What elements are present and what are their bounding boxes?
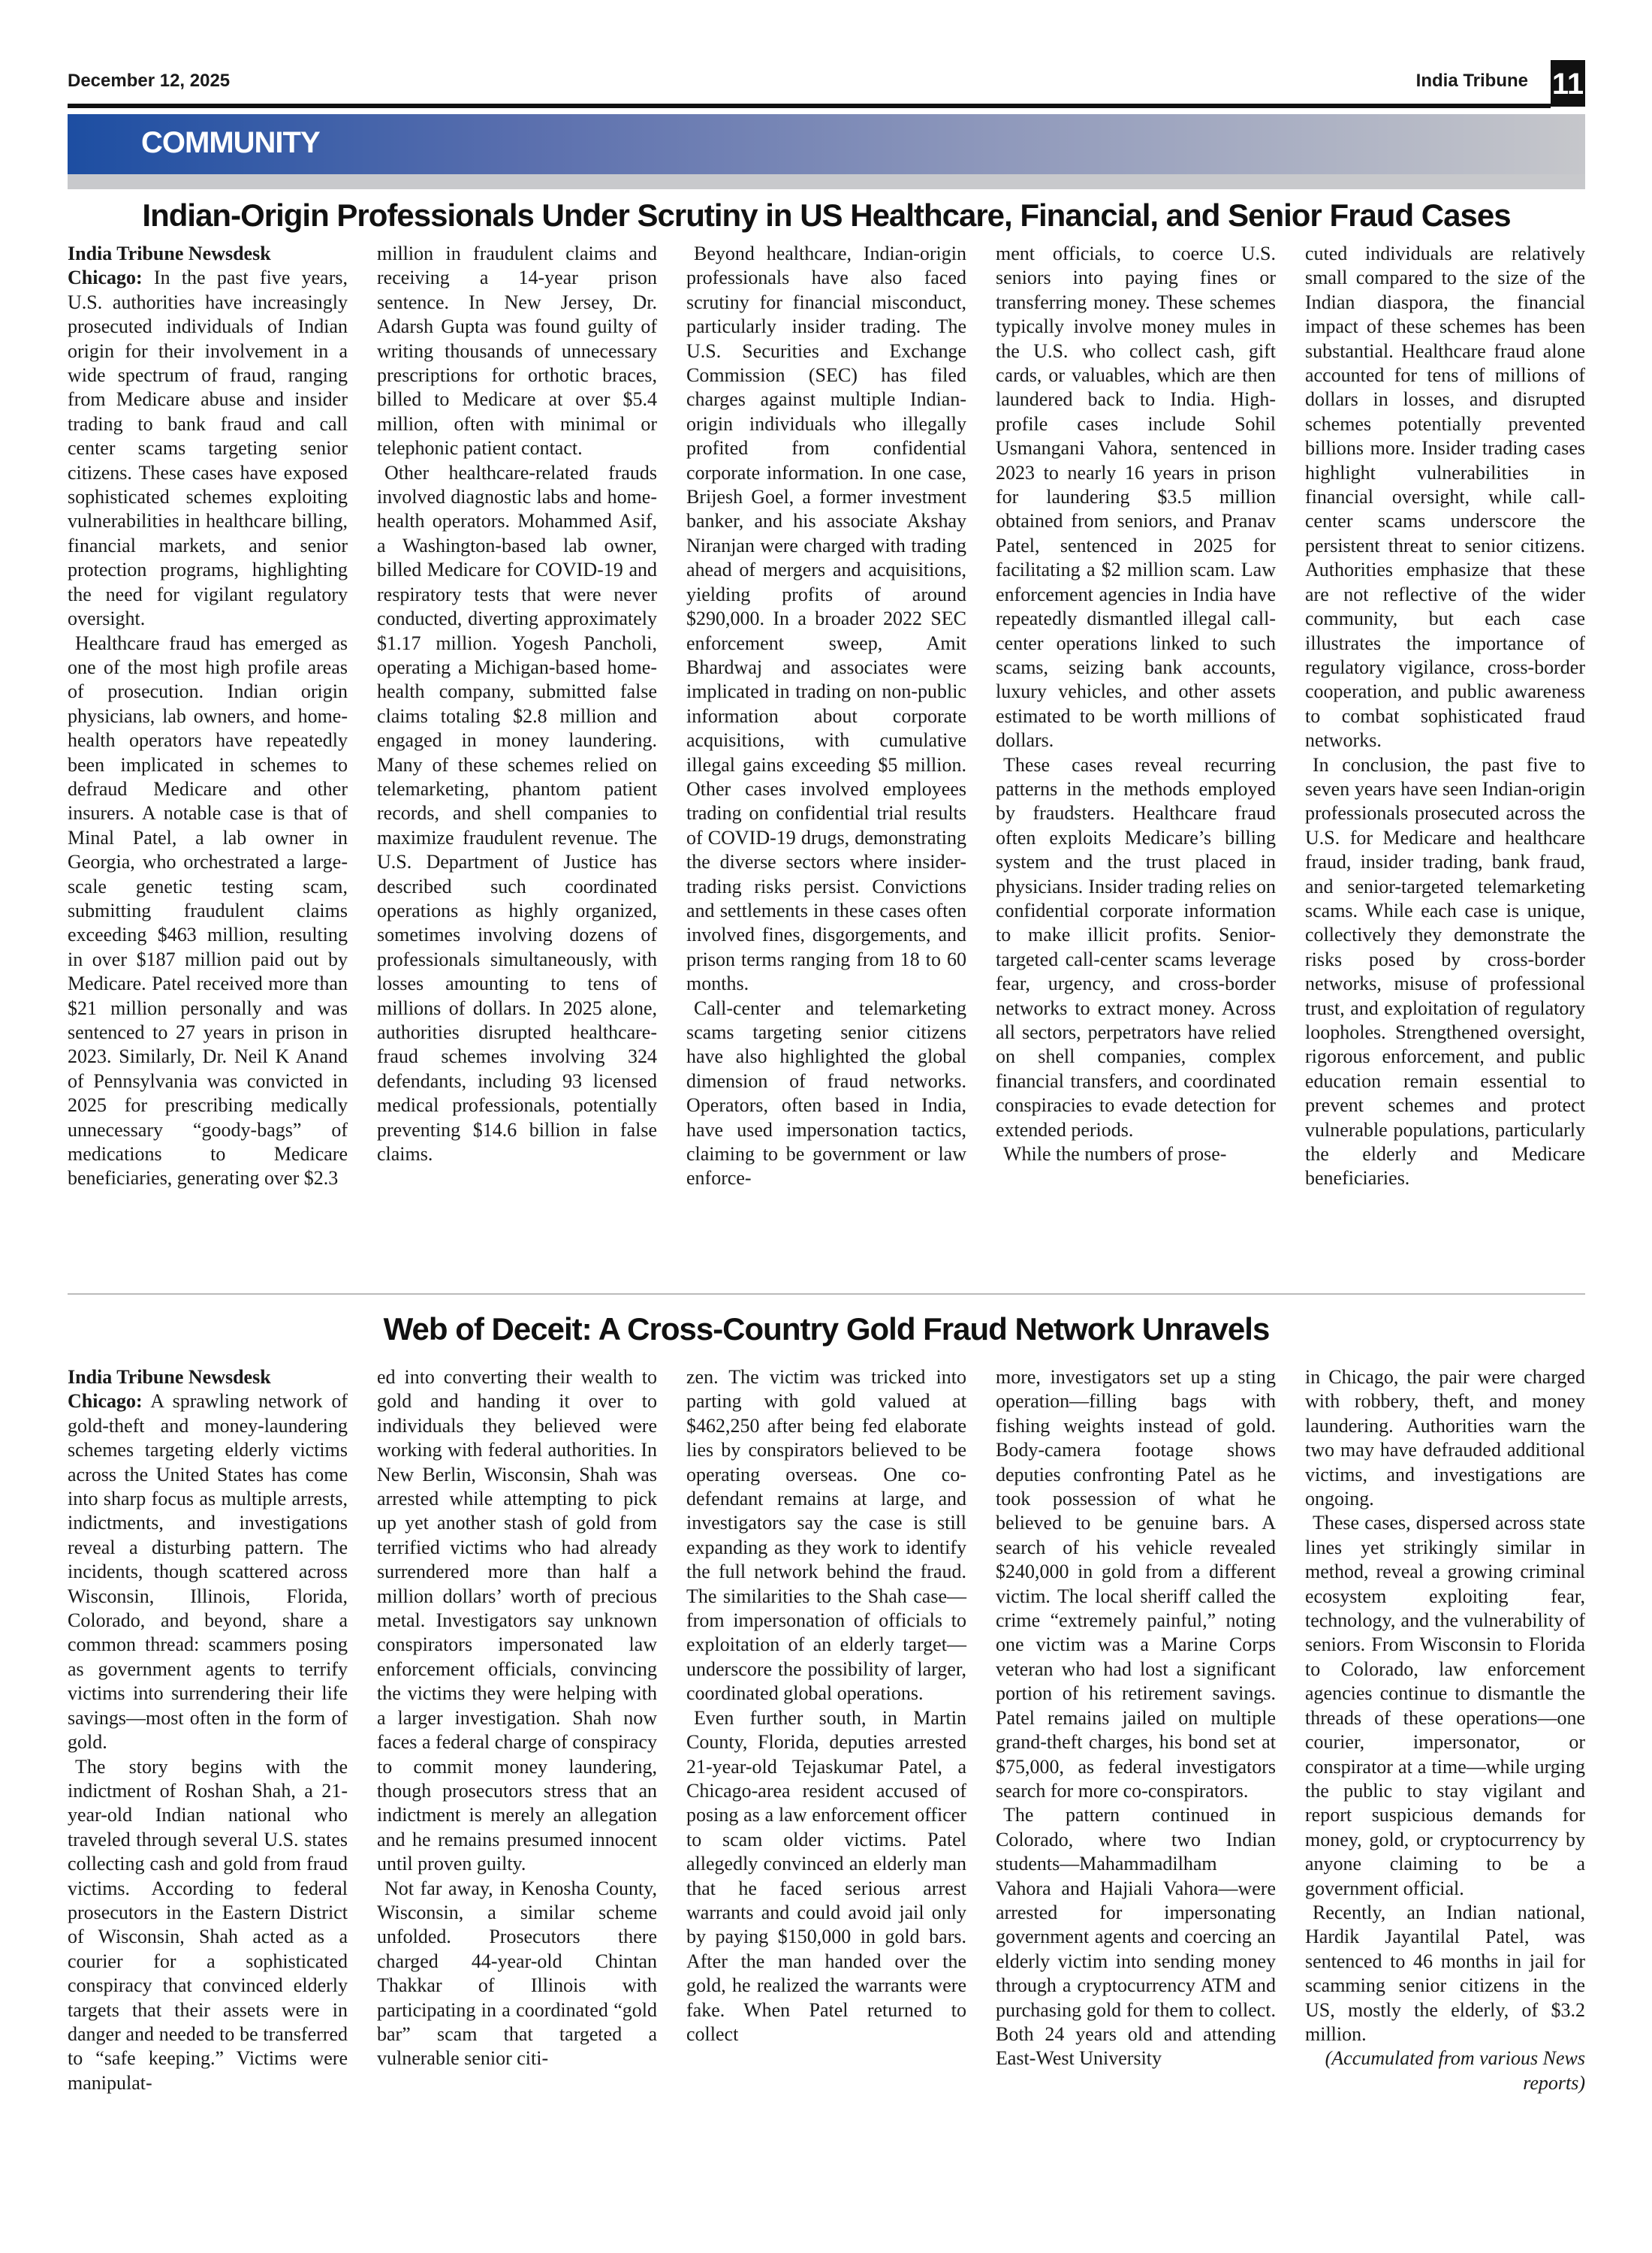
article2-paragraph: Recently, an Indian national, Hardik Jayantilal Patel, was sentenced to 46 months in jail for scamming senior citizens in the US, mostly the elderly, of $3.2 million. [1305, 1901, 1585, 2045]
section-banner-strip [68, 174, 1585, 189]
article2-column-3 [686, 1365, 966, 2046]
article2-column-2 [377, 1365, 657, 2071]
article1-paragraph: million in fraudulent claims and receiving a 14-year prison sentence. In New Jersey, Dr. Adarsh Gupta was found guilty of writing thousands of unnecessary prescriptions for orthotic braces, billed to Medicare at over $5.4 million, often with minimal or telephonic patient contact. [377, 243, 657, 460]
publication-name: India Tribune [1415, 71, 1528, 91]
article2-headline: Web of Deceit: A Cross-Country Gold Fraud Network Unravels [383, 1311, 1270, 1347]
article1-paragraph: cuted individuals are relatively small compared to the size of the Indian diaspora, the financial impact of these schemes has been substantial. Healthcare fraud alone accounted for tens of millions of dollars in losses, and disrupted schemes potentially prevented billions more. Insider trading cases highlight vulnerabilities in financial oversight, while call-center scams underscore the persistent threat to senior citizens. Authorities emphasize that these are not reflective of the wider community, but each case illustrates the importance of regulatory vigilance, cross-border cooperation, and public awareness to combat sophisticated fraud networks. [1305, 243, 1585, 752]
paragraph-text: In the past five years, U.S. authorities have increasingly prosecuted individuals of Indian origin for their involvement in a wide spectrum of fraud, ranging from Medicare abuse and insider trading to bank fraud and call center scams targeting senior citizens. These cases have exposed sophisticated schemes exploiting vulnerabilities in healthcare billing, financial markets, and senior protection programs, highlighting the need for vigilant regulatory oversight. [68, 267, 348, 630]
article2-paragraph: These cases, dispersed across state lines yet strikingly similar in method, reveal a growing criminal ecosystem exploiting fear, technology, and the vulnerability of seniors. From Wisconsin to Florida to Colorado, law enforcement agencies continue to dismantle the threads of these operations—one courier, impersonator, or conspirator at a time—while urging the public to stay vigilant and report suspicious demands for money, gold, or cryptocurrency by anyone claiming to be a government official. [1305, 1512, 1585, 1899]
article1-byline: India Tribune Newsdesk [68, 243, 271, 264]
article2-column-5 [1305, 1365, 1585, 2095]
article2-byline: India Tribune Newsdesk [68, 1366, 271, 1388]
article1-paragraph: Call-center and telemarketing scams targeting senior citizens have also highlighted the global dimension of fraud networks. Operators, often based in India, have used impersonation tactics, claiming to be government or law enforce- [686, 997, 966, 1190]
article1-paragraph: Beyond healthcare, Indian-origin professionals have also faced scrutiny for financial misconduct, particularly insider trading. The U.S. Securities and Exchange Commission (SEC) has filed charges against multiple Indian-origin individuals who illegally profited from confidential corporate information. In one case, Brijesh Goel, a former investment banker, and his associate Akshay Niranjan were charged with trading ahead of mergers and acquisitions, yielding profits of around $290,000. In a broader 2022 SEC enforcement sweep, Amit Bhardwaj and associates were implicated in trading on non-public information about corporate acquisitions, with cumulative illegal gains exceeding $5 million. Other cases involved employees trading on confidential trial results of COVID-19 drugs, demonstrating the diverse sectors where insider-trading risks persist. Convictions and settlements in these cases often involved fines, disgorgements, and prison terms ranging from 18 to 60 months. [686, 243, 966, 995]
page-number: 11 [1551, 60, 1585, 107]
article2-paragraph: The pattern continued in Colorado, where two Indian students—Mahammadilham Vahora and Hajiali Vahora—were arrested for impersonating government agents and coercing an elderly victim into sending money through a cryptocurrency ATM and purchasing gold for them to collect. Both 24 years old and attending East-West University [996, 1804, 1276, 2070]
article1-paragraph: ment officials, to coerce U.S. seniors into paying fines or transferring money. These schemes typically involve money mules in the U.S. who collect cash, gift cards, or valuables, which are then laundered back to India. High-profile cases include Sohil Usmangani Vahora, sentenced in 2023 to nearly 16 years in prison for laundering $3.5 million obtained from seniors, and Pranav Patel, sentenced in 2025 for facilitating a $2 million scam. Law enforcement agencies in India have repeatedly dismantled illegal call-center operations linked to such scams, seizing bank accounts, luxury vehicles, and other assets estimated to be worth millions of dollars. [996, 243, 1276, 752]
article2-paragraph: in Chicago, the pair were charged with robbery, theft, and money laundering. Authorities warn the two may have defrauded additional victims, and investigations are ongoing. [1305, 1366, 1585, 1510]
article2-column-1 [68, 1365, 348, 2095]
paragraph-text: A sprawling network of gold-theft and money-laundering schemes targeting elderly victims across the United States has come into sharp focus as multiple arrests, indictments, and investigations reveal a disturbing pattern. The incidents, though scattered across Wisconsin, Illinois, Florida, Colorado, and beyond, share a common thread: scammers posing as government agents to terrify victims into surrendering their life savings—most often in the form of gold. [68, 1390, 348, 1754]
article1-column-4 [996, 242, 1276, 1166]
article1-paragraph: In conclusion, the past five to seven years have seen Indian-origin professionals prosecuted across the U.S. for Medicare and healthcare fraud, insider trading, bank fraud, and senior-targeted telemarketing scams. While each case is unique, collectively they demonstrate the risks posed by cross-border networks, misuse of professional trust, and exploitation of regulatory loopholes. Strengthened oversight, rigorous enforcement, and public education remain essential to prevent schemes and protect vulnerable populations, particularly the elderly and Medicare beneficiaries. [1305, 753, 1585, 1190]
article2-column-4 [996, 1365, 1276, 2071]
article2-paragraph: The story begins with the indictment of Roshan Shah, a 21-year-old Indian national who traveled through several U.S. states collecting cash and gold from fraud victims. According to federal prosecutors in the Eastern District of Wisconsin, Shah acted as a courier for a sophisticated conspiracy that convinced elderly targets that their assets were in danger and needed to be transferred to “safe keeping.” Victims were manipulat- [68, 1755, 348, 2094]
article2-paragraph [68, 1389, 348, 1754]
article1-headline: Indian-Origin Professionals Under Scrutiny in US Healthcare, Financial, and Senior Fraud Cases [142, 198, 1511, 233]
article-divider [68, 1293, 1585, 1295]
article1-paragraph: While the numbers of prose- [1003, 1143, 1227, 1166]
article1-column-2 [377, 242, 657, 1166]
article1-paragraph: These cases reveal recurring patterns in the methods employed by fraudsters. Healthcare fraud often exploits Medicare’s billing system and the trust placed in physicians. Insider trading relies on confidential corporate information to make illicit profits. Senior-targeted call-center scams leverage fear, urgency, and cross-border networks to extract money. Across all sectors, perpetrators have relied on shell companies, complex financial transfers, and coordinated conspiracies to evade detection for extended periods. [996, 753, 1276, 1141]
header-rule [68, 104, 1551, 108]
section-title: COMMUNITY [141, 126, 320, 159]
article2-paragraph: zen. The victim was tricked into parting with gold valued at $462,250 after being fed elaborate lies by conspirators believed to be operating overseas. One co-defendant remains at large, and investigators say the case is still expanding as they work to identify the full network behind the fraud. The similarities to the Shah case—from impersonation of officials to exploitation of an elderly target—underscore the possibility of larger, coordinated global operations. [686, 1366, 966, 1705]
article2-credit: (Accumulated from various News reports) [1325, 2047, 1585, 2094]
article2-dateline: Chicago: [68, 1390, 143, 1413]
article2-paragraph: ed into converting their wealth to gold and handing it over to individuals they believed were working with federal authorities. In New Berlin, Wisconsin, Shah was arrested while attempting to pick up yet another stash of gold from terrified victims who had already surrendered more than half a million dollars’ worth of precious metal. Investigators say unknown conspirators impersonated law enforcement officials, convincing the victims they were helping with a larger investigation. Shah now faces a federal charge of conspiracy to commit money laundering, though prosecutors stress that an indictment is merely an allegation and he remains presumed innocent until proven guilty. [377, 1366, 657, 1875]
article1-column-3 [686, 242, 966, 1191]
article1-paragraph: Other healthcare-related frauds involved diagnostic labs and home-health operators. Mohammed Asif, a Washington-based lab owner, billed Medicare for COVID-19 and respiratory tests that were never conducted, diverting approximately $1.17 million. Yogesh Pancholi, operating a Michigan-based home-health company, submitted false claims totaling $2.8 million and engaged in money laundering. Many of these schemes relied on telemarketing, phantom patient records, and shell companies to maximize fraudulent revenue. The U.S. Department of Justice has described such coordinated operations as highly organized, sometimes involving dozens of professionals simultaneously, with losses amounting to tens of millions of dollars. In 2025 alone, authorities disrupted healthcare-fraud schemes involving 324 defendants, including 93 licensed medical professionals, potentially preventing $14.6 billion in false claims. [377, 461, 657, 1166]
article1-column-1 [68, 242, 348, 1191]
article2-paragraph: more, investigators set up a sting operation—filling bags with fishing weights instead of gold. Body-camera footage shows deputies confronting Patel as he took possession of what he believed to be genuine bars. A search of his vehicle revealed $240,000 in gold from a different victim. The local sheriff called the crime “extremely painful,” noting one victim was a Marine Corps veteran who had lost a significant portion of his retirement savings. Patel remains jailed on multiple grand-theft charges, his bond set at $75,000, as federal investigators search for more co-conspirators. [996, 1366, 1276, 1802]
article1-column-5 [1305, 242, 1585, 1191]
article1-paragraph: Healthcare fraud has emerged as one of the most high profile areas of prosecution. Indian origin physicians, lab owners, and home-health operators have repeatedly been implicated in schemes to defraud Medicare and other insurers. A notable case is that of Minal Patel, a lab owner in Georgia, who orchestrated a large-scale genetic testing scam, submitting fraudulent claims exceeding $463 million, resulting in over $187 million paid out by Medicare. Patel received more than $21 million personally and was sentenced to 27 years in prison in 2023. Similarly, Dr. Neil K Anand of Pennsylvania was convicted in 2025 for prescribing medically unnecessary “goody-bags” of medications to Medicare beneficiaries, generating over $2.3 [68, 632, 348, 1190]
article2-paragraph: Even further south, in Martin County, Florida, deputies arrested 21-year-old Tejaskumar Patel, a Chicago-area resident accused of posing as a law enforcement officer to scam older victims. Patel allegedly convinced an elderly man that he faced serious arrest warrants and could avoid jail only by paying $150,000 in gold bars. After the man handed over the gold, he realized the warrants were fake. When Patel returned to collect [686, 1706, 966, 2045]
article2-paragraph: Not far away, in Kenosha County, Wisconsin, a similar scheme unfolded. Prosecutors there charged 44-year-old Chintan Thakkar of Illinois with participating in a coordinated “gold bar” scam that targeted a vulnerable senior citi- [377, 1877, 657, 2070]
issue-date: December 12, 2025 [68, 71, 231, 91]
article1-paragraph [68, 266, 348, 631]
article1-dateline: Chicago: [68, 267, 143, 289]
